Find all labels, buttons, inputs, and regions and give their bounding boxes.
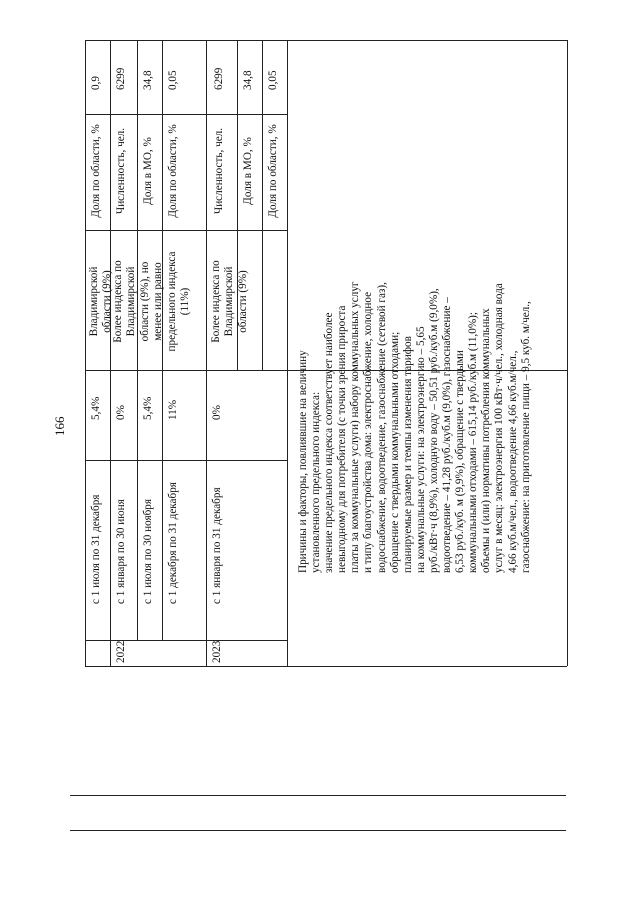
grid-line [85, 230, 287, 231]
note-line: и типу благоустройства дома: электроснабжение, холодное [362, 291, 375, 573]
group-name-cell [88, 239, 115, 364]
period-cell: с 1 декабря по 31 декабря [167, 482, 179, 604]
group-name-line: Владимирской [88, 266, 100, 337]
group-name-line: Владимирской [223, 266, 236, 337]
indicator-label: Численность, чел. [213, 127, 225, 215]
note-line: водоотведение – 41,28 руб./куб.м (9,0%), газоснабжение – [441, 297, 454, 573]
group-name-line: Более индекса по [112, 260, 124, 343]
indicator-label: Доля по области, % [267, 124, 279, 218]
group-name-line: области (9%) [236, 270, 249, 333]
indicator-value: 6299 [115, 67, 127, 90]
grid-line [85, 460, 287, 461]
note-line: руб./кВт·ч (8,9%), холодную воду – 50,51 руб./куб.м (9,0%), [427, 288, 440, 573]
group-name-line: (11%) [179, 287, 192, 316]
note-line: невыгодному для потребителя (с точки зрения прироста [336, 305, 349, 573]
indicator-label: Доля по области, % [90, 124, 102, 218]
indicator-value: 34,8 [242, 70, 254, 90]
period-cell: с 1 января по 30 июня [115, 499, 127, 604]
indicator-label: Доля по области, % [167, 124, 179, 218]
indicator-label: Доля в МО, % [242, 137, 254, 205]
note-line: объемы и (или) нормативы потребления коммунальных [480, 308, 493, 573]
indicator-value: 0,9 [90, 76, 102, 90]
grid-line [85, 40, 567, 41]
group-name-line: области (9%), но [138, 261, 151, 342]
note-line: 6,53 руб./куб. м (9,9%), обращение с твердыми [454, 350, 467, 573]
group-name-cell [210, 239, 250, 364]
note-line: на коммунальные услуги: на электроэнергию – 5,65 [414, 326, 427, 573]
index-cell: 0% [211, 405, 223, 420]
year-cell: 2022 [115, 640, 127, 663]
note-line: значение предельного индекса соответствует наиболее [323, 312, 336, 573]
note-line: водоснабжение, водоотведение, газоснабжение (сетевой газ), [375, 282, 388, 573]
grid-line [567, 40, 568, 666]
grid-line [262, 40, 263, 370]
indicator-value: 0,05 [267, 70, 279, 90]
year-cell: 2023 [211, 640, 223, 663]
grid-line [287, 40, 288, 666]
grid-line [206, 40, 207, 666]
grid-line [85, 666, 567, 667]
indicator-value: 6299 [213, 67, 225, 90]
page-number: 166 [52, 416, 67, 436]
index-cell: 5,4% [90, 396, 102, 420]
note-line: 4,66 куб.м/чел., водоотведение 4,66 куб.м/чел., [506, 350, 519, 573]
group-name-line: менее или равно [152, 262, 165, 341]
note-line: установленного предельного индекса: [310, 391, 323, 573]
indicator-label: Доля в МО, % [142, 137, 154, 205]
note-line: платы за коммунальные услуги) набору коммунальных услуг [349, 281, 362, 573]
grid-line [85, 40, 86, 666]
notes-block [297, 103, 533, 573]
group-name-line: Более индекса по [210, 260, 222, 343]
period-cell: с 1 июля по 30 ноября [142, 498, 154, 604]
group-name-line: Владимирской [125, 266, 138, 337]
group-name-line: области (9%) [101, 270, 114, 333]
group-name-cell [112, 239, 192, 364]
grid-line [70, 830, 566, 831]
grid-line [70, 795, 566, 796]
indicator-value: 34,8 [142, 70, 154, 90]
period-cell: с 1 января по 31 декабря [211, 487, 223, 604]
period-cell: с 1 июля по 31 декабря [90, 494, 102, 604]
indicator-label: Численность, чел. [115, 127, 127, 215]
note-line: услуг в месяц: электроэнергия 100 кВт·ч/чел., холодная вода [493, 283, 506, 573]
indicator-value: 0,05 [167, 70, 179, 90]
note-line: Причины и факторы, повлиявшие на величину [297, 350, 309, 573]
index-cell: 5,4% [142, 396, 154, 420]
note-line: планируемые размер и темпы изменения тарифов [401, 336, 414, 573]
group-name-line: предельного индекса [165, 251, 178, 352]
note-line: газоснабжение: на приготовление пищи – 9,5 куб. м/чел., [519, 301, 532, 573]
grid-line [85, 114, 287, 115]
note-line: коммунальными отходами – 615,14 руб./куб.м (11,0%); [467, 312, 480, 573]
index-cell: 0% [115, 405, 127, 420]
index-cell: 11% [167, 399, 179, 420]
note-line: обращение с твердыми коммунальными отходами; [388, 331, 401, 573]
